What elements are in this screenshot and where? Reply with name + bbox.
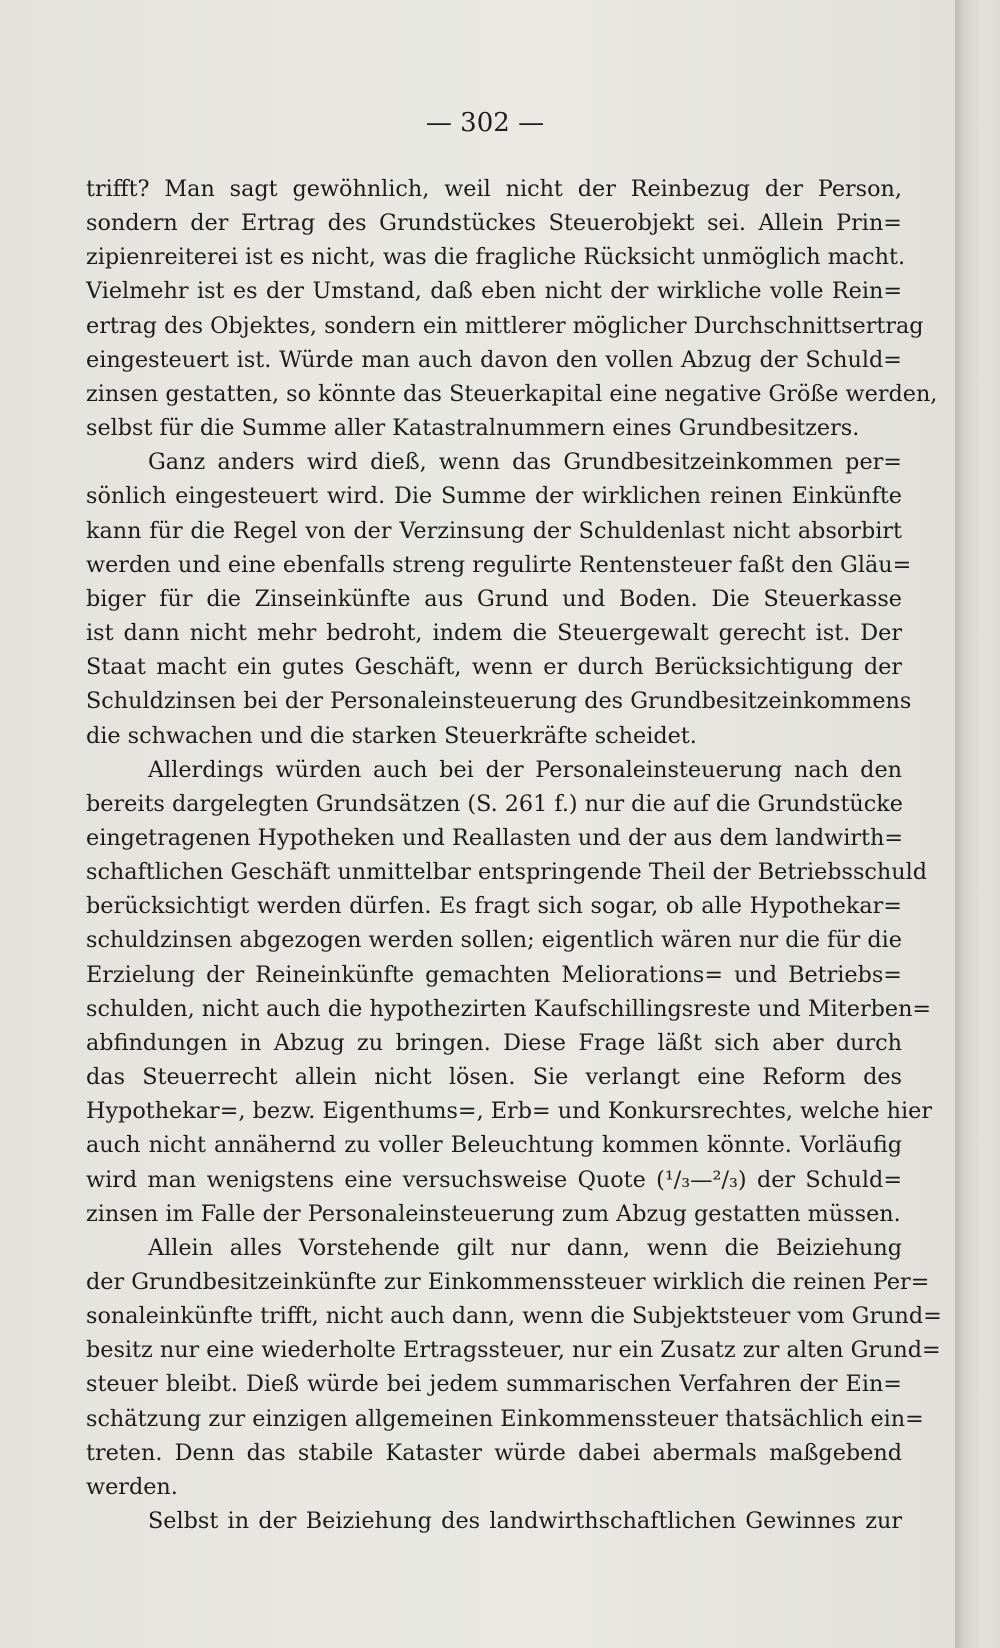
body-text: [86, 172, 942, 1538]
text-line: das Steuerrecht allein nicht lösen. Sie verlangt eine Reform des: [86, 1064, 902, 1091]
text-line: auch nicht annähernd zu voller Beleuchtung kommen könnte. Vorläufig: [86, 1132, 902, 1159]
text-line: Staat macht ein gutes Geschäft, wenn er durch Berücksichtigung der: [86, 654, 902, 681]
text-line: zinsen gestatten, so könnte das Steuerkapital eine negative Größe werden,: [86, 380, 938, 407]
text-line: Hypothekar=, bezw. Eigenthums=, Erb= und Konkursrechtes, welche hier: [86, 1098, 932, 1125]
text-line: treten. Denn das stabile Kataster würde dabei abermals maßgebend: [86, 1439, 902, 1466]
page-number: — 302 —: [425, 108, 545, 138]
text-line: Vielmehr ist es der Umstand, daß eben nicht der wirkliche volle Rein=: [86, 278, 902, 305]
text-line: Erzielung der Reineinkünfte gemachten Meliorations= und Betriebs=: [86, 961, 902, 988]
text-line: schuldzinsen abgezogen werden sollen; eigentlich wären nur die für die: [86, 927, 902, 954]
text-line: bereits dargelegten Grundsätzen (S. 261 f.) nur die auf die Grundstücke: [86, 790, 903, 817]
text-line: zipienreiterei ist es nicht, was die fragliche Rücksicht unmöglich macht.: [86, 244, 906, 271]
text-line: steuer bleibt. Dieß würde bei jedem summarischen Verfahren der Ein=: [86, 1371, 902, 1398]
text-line: Ganz anders wird dieß, wenn das Grundbesitzeinkommen per=: [148, 449, 902, 476]
page-edge-shadow: [955, 0, 1000, 1648]
text-line: ist dann nicht mehr bedroht, indem die Steuergewalt gerecht ist. Der: [86, 620, 902, 647]
text-line: besitz nur eine wiederholte Ertragssteuer, nur ein Zusatz zur alten Grund=: [86, 1337, 941, 1364]
text-line: Selbst in der Beiziehung des landwirthschaftlichen Gewinnes zur: [148, 1508, 902, 1535]
text-line: berücksichtigt werden dürfen. Es fragt sich sogar, ob alle Hypothekar=: [86, 893, 902, 920]
text-line: zinsen im Falle der Personaleinsteuerung zum Abzug gestatten müssen.: [86, 1200, 901, 1227]
text-line: Schuldzinsen bei der Personaleinsteuerung des Grundbesitzeinkommens: [86, 688, 912, 715]
text-line: sonaleinkünfte trifft, nicht auch dann, wenn die Subjektsteuer vom Grund=: [86, 1303, 942, 1330]
text-line: sönlich eingesteuert wird. Die Summe der wirklichen reinen Einkünfte: [86, 483, 902, 510]
text-line: biger für die Zinseinkünfte aus Grund und Boden. Die Steuerkasse: [86, 585, 902, 612]
text-line: der Grundbesitzeinkünfte zur Einkommenssteuer wirklich die reinen Per=: [86, 1269, 930, 1295]
text-line: eingetragenen Hypotheken und Reallasten und der aus dem landwirth=: [86, 824, 904, 851]
text-line: schaftlichen Geschäft unmittelbar entspringende Theil der Betriebsschuld: [86, 859, 928, 886]
text-line: wird man wenigstens eine versuchsweise Quote (¹/₃—²/₃) der Schuld=: [86, 1166, 902, 1193]
text-line: schätzung zur einzigen allgemeinen Einkommenssteuer thatsächlich ein=: [86, 1405, 924, 1432]
text-line: eingesteuert ist. Würde man auch davon den vollen Abzug der Schuld=: [86, 346, 902, 373]
text-line: selbst für die Summe aller Katastralnummern eines Grundbesitzers.: [86, 415, 860, 442]
text-line: Allerdings würden auch bei der Personaleinsteuerung nach den: [148, 756, 902, 783]
text-line: trifft? Man sagt gewöhnlich, weil nicht der Reinbezug der Person,: [86, 176, 902, 202]
text-line: werden.: [86, 1473, 178, 1500]
text-line: werden und eine ebenfalls streng regulirte Rentensteuer faßt den Gläu=: [86, 551, 912, 578]
text-line: abfindungen in Abzug zu bringen. Diese Frage läßt sich aber durch: [86, 1029, 902, 1056]
text-line: schulden, nicht auch die hypothezirten Kaufschillingsreste und Miterben=: [86, 995, 932, 1022]
text-line: ertrag des Objektes, sondern ein mittlerer möglicher Durchschnittsertrag: [86, 312, 924, 339]
text-line: kann für die Regel von der Verzinsung der Schuldenlast nicht absorbirt: [86, 517, 902, 544]
text-line: Allein alles Vorstehende gilt nur dann, wenn die Beiziehung: [148, 1234, 902, 1261]
text-line: die schwachen und die starken Steuerkräfte scheidet.: [86, 722, 697, 749]
text-line: sondern der Ertrag des Grundstückes Steuerobjekt sei. Allein Prin=: [86, 210, 902, 237]
